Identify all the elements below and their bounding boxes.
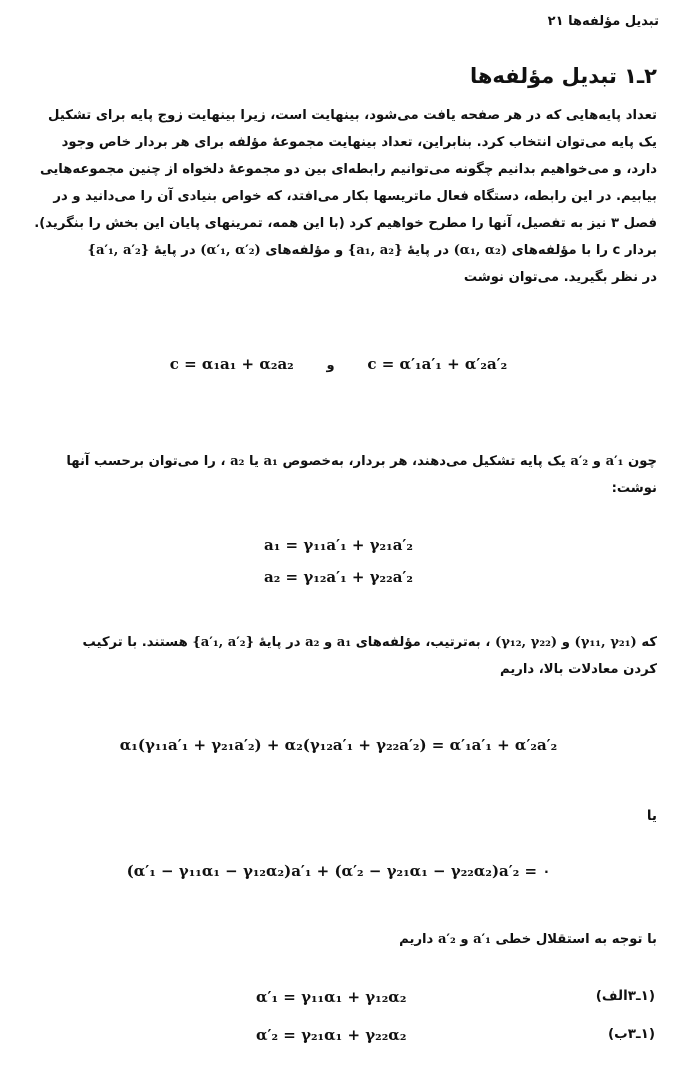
paragraph-line: بیابیم. در این رابطه، دستگاه فعال ماتریسها بکار می‌افتد، که خواص بنیادی آن را می‌دانید و در xyxy=(53,189,657,204)
paragraph-line: در نظر بگیرید. می‌توان نوشت xyxy=(463,270,657,285)
math-inline: {a′₁, a′₂} xyxy=(87,243,150,258)
math-inline: (α₁, α₂) xyxy=(453,243,508,258)
text-run: و xyxy=(592,454,601,469)
equation-combined xyxy=(0,736,677,754)
paragraph-gamma xyxy=(20,629,657,683)
text-run: یک پایه تشکیل می‌دهند، هر بردار، به‌خصوص xyxy=(282,454,566,469)
text-run: ، به‌ترتیب، مؤلفه‌های xyxy=(355,635,491,650)
paragraph-line: تعداد پایه‌هایی که در هر صفحه یافت می‌شود، بینهایت است، زیرا بینهایت زوج پایه برای تشکیل xyxy=(48,108,657,123)
running-header: تبدیل مؤلفه‌ها ۲۱ xyxy=(547,14,659,29)
equation-line: a₁ = γ₁₁a′₁ + γ₂₁a′₂ xyxy=(264,536,413,554)
text-run: داریم xyxy=(399,932,434,947)
paragraph-line: نوشت: xyxy=(611,481,657,496)
text-run: و مؤلفه‌های xyxy=(265,243,344,258)
text-run: و xyxy=(323,635,333,650)
equation-line: α₁(γ₁₁a′₁ + γ₂₁a′₂) + α₂(γ₁₂a′₁ + γ₂₂a′₂) = α′₁a′₁ + α′₂a′₂ xyxy=(119,736,558,754)
math-inline: a′₁ xyxy=(605,454,624,469)
equation-line: a₂ = γ₁₂a′₁ + γ₂₂a′₂ xyxy=(264,568,413,586)
math-inline: a₂ xyxy=(230,454,245,469)
paragraph-line: کردن معادلات بالا، داریم xyxy=(500,662,657,677)
text-run: یا xyxy=(249,454,259,469)
paragraph-line: یک پایه می‌توان انتخاب کرد. بنابراین، تعداد بینهایت مجموعهٔ مؤلفه برای هر بردار خاص وجود xyxy=(61,135,657,150)
math-inline: a₁ xyxy=(336,635,352,650)
paragraph-line xyxy=(20,237,657,264)
math-inline: a₂ xyxy=(305,635,320,650)
paragraph-vector-components xyxy=(20,237,657,291)
equation-a2 xyxy=(0,568,677,586)
text-run: بردار c را با مؤلفه‌های xyxy=(511,243,657,258)
equation-c xyxy=(0,355,677,373)
equation-1-3a xyxy=(0,988,677,1016)
paragraph-line xyxy=(20,448,657,475)
paragraph-line xyxy=(20,629,657,656)
text-run: در پایهٔ xyxy=(153,243,196,258)
equation-line: (α′₁ − γ₁₁α₁ − γ₁₂α₂)a′₁ + (α′₂ − γ₂₁α₁ − γ₂₂α₂)a′₂ = ۰ xyxy=(126,862,551,880)
equation-expression: α′₁ = γ₁₁α₁ + γ₁₂α₂ xyxy=(256,988,407,1006)
math-inline: a′₁ xyxy=(473,932,491,947)
paragraph-independence xyxy=(20,926,657,953)
equation-number: (۱ـ۳ب) xyxy=(607,1026,655,1042)
math-inline: a′₂ xyxy=(570,454,589,469)
equation-right: c = α′₁a′₁ + α′₂a′₂ xyxy=(367,355,508,373)
text-run: و xyxy=(561,635,570,650)
equation-a1 xyxy=(0,536,677,554)
paragraph-line: فصل ۳ نیز به تفصیل، آنها را مطرح خواهیم کرد (با این همه، تمرینهای پایان این بخش را بنگرید). xyxy=(34,216,657,231)
text-run: در پایهٔ xyxy=(407,243,449,258)
math-inline: (γ₁₂, γ₂₂) xyxy=(494,635,558,650)
math-inline: (α′₁, α′₂) xyxy=(200,243,261,258)
equation-expression: α′₂ = γ₂₁α₁ + γ₂₂α₂ xyxy=(256,1026,407,1044)
text-run: و xyxy=(460,932,469,947)
text-run: هستند. با ترکیب xyxy=(82,635,188,650)
text-run: ، را می‌توان برحسب آنها xyxy=(66,454,226,469)
text-run: که xyxy=(641,635,657,650)
math-inline: {a₁, a₂} xyxy=(347,243,403,258)
text-run: با توجه به استقلال خطی xyxy=(495,932,657,947)
math-inline: a₁ xyxy=(263,454,278,469)
math-inline: {a′₁, a′₂} xyxy=(192,635,255,650)
section-title: ۲ـ۱ تبدیل مؤلفه‌ها xyxy=(469,64,657,88)
paragraph-line xyxy=(20,926,657,953)
equation-1-3b xyxy=(0,1026,677,1054)
equation-connector: و xyxy=(326,358,335,373)
equation-zero xyxy=(0,862,677,880)
paragraph-basis xyxy=(20,448,657,502)
math-inline: a′₂ xyxy=(437,932,456,947)
text-run: در پایهٔ xyxy=(258,635,301,650)
equation-left: c = α₁a₁ + α₂a₂ xyxy=(169,355,294,373)
text-run: چون xyxy=(627,454,657,469)
word-ya: یا xyxy=(646,808,657,824)
paragraph-intro xyxy=(20,102,657,237)
paragraph-line: دارد، و می‌خواهیم بدانیم چگونه می‌توانیم رابطه‌ای بین دو مجموعهٔ دلخواه از چنین مجموعه‌هایی xyxy=(40,162,657,177)
math-inline: (γ₁₁, γ₂₁) xyxy=(574,635,637,650)
equation-number: (۱ـ۳الف) xyxy=(595,988,655,1004)
